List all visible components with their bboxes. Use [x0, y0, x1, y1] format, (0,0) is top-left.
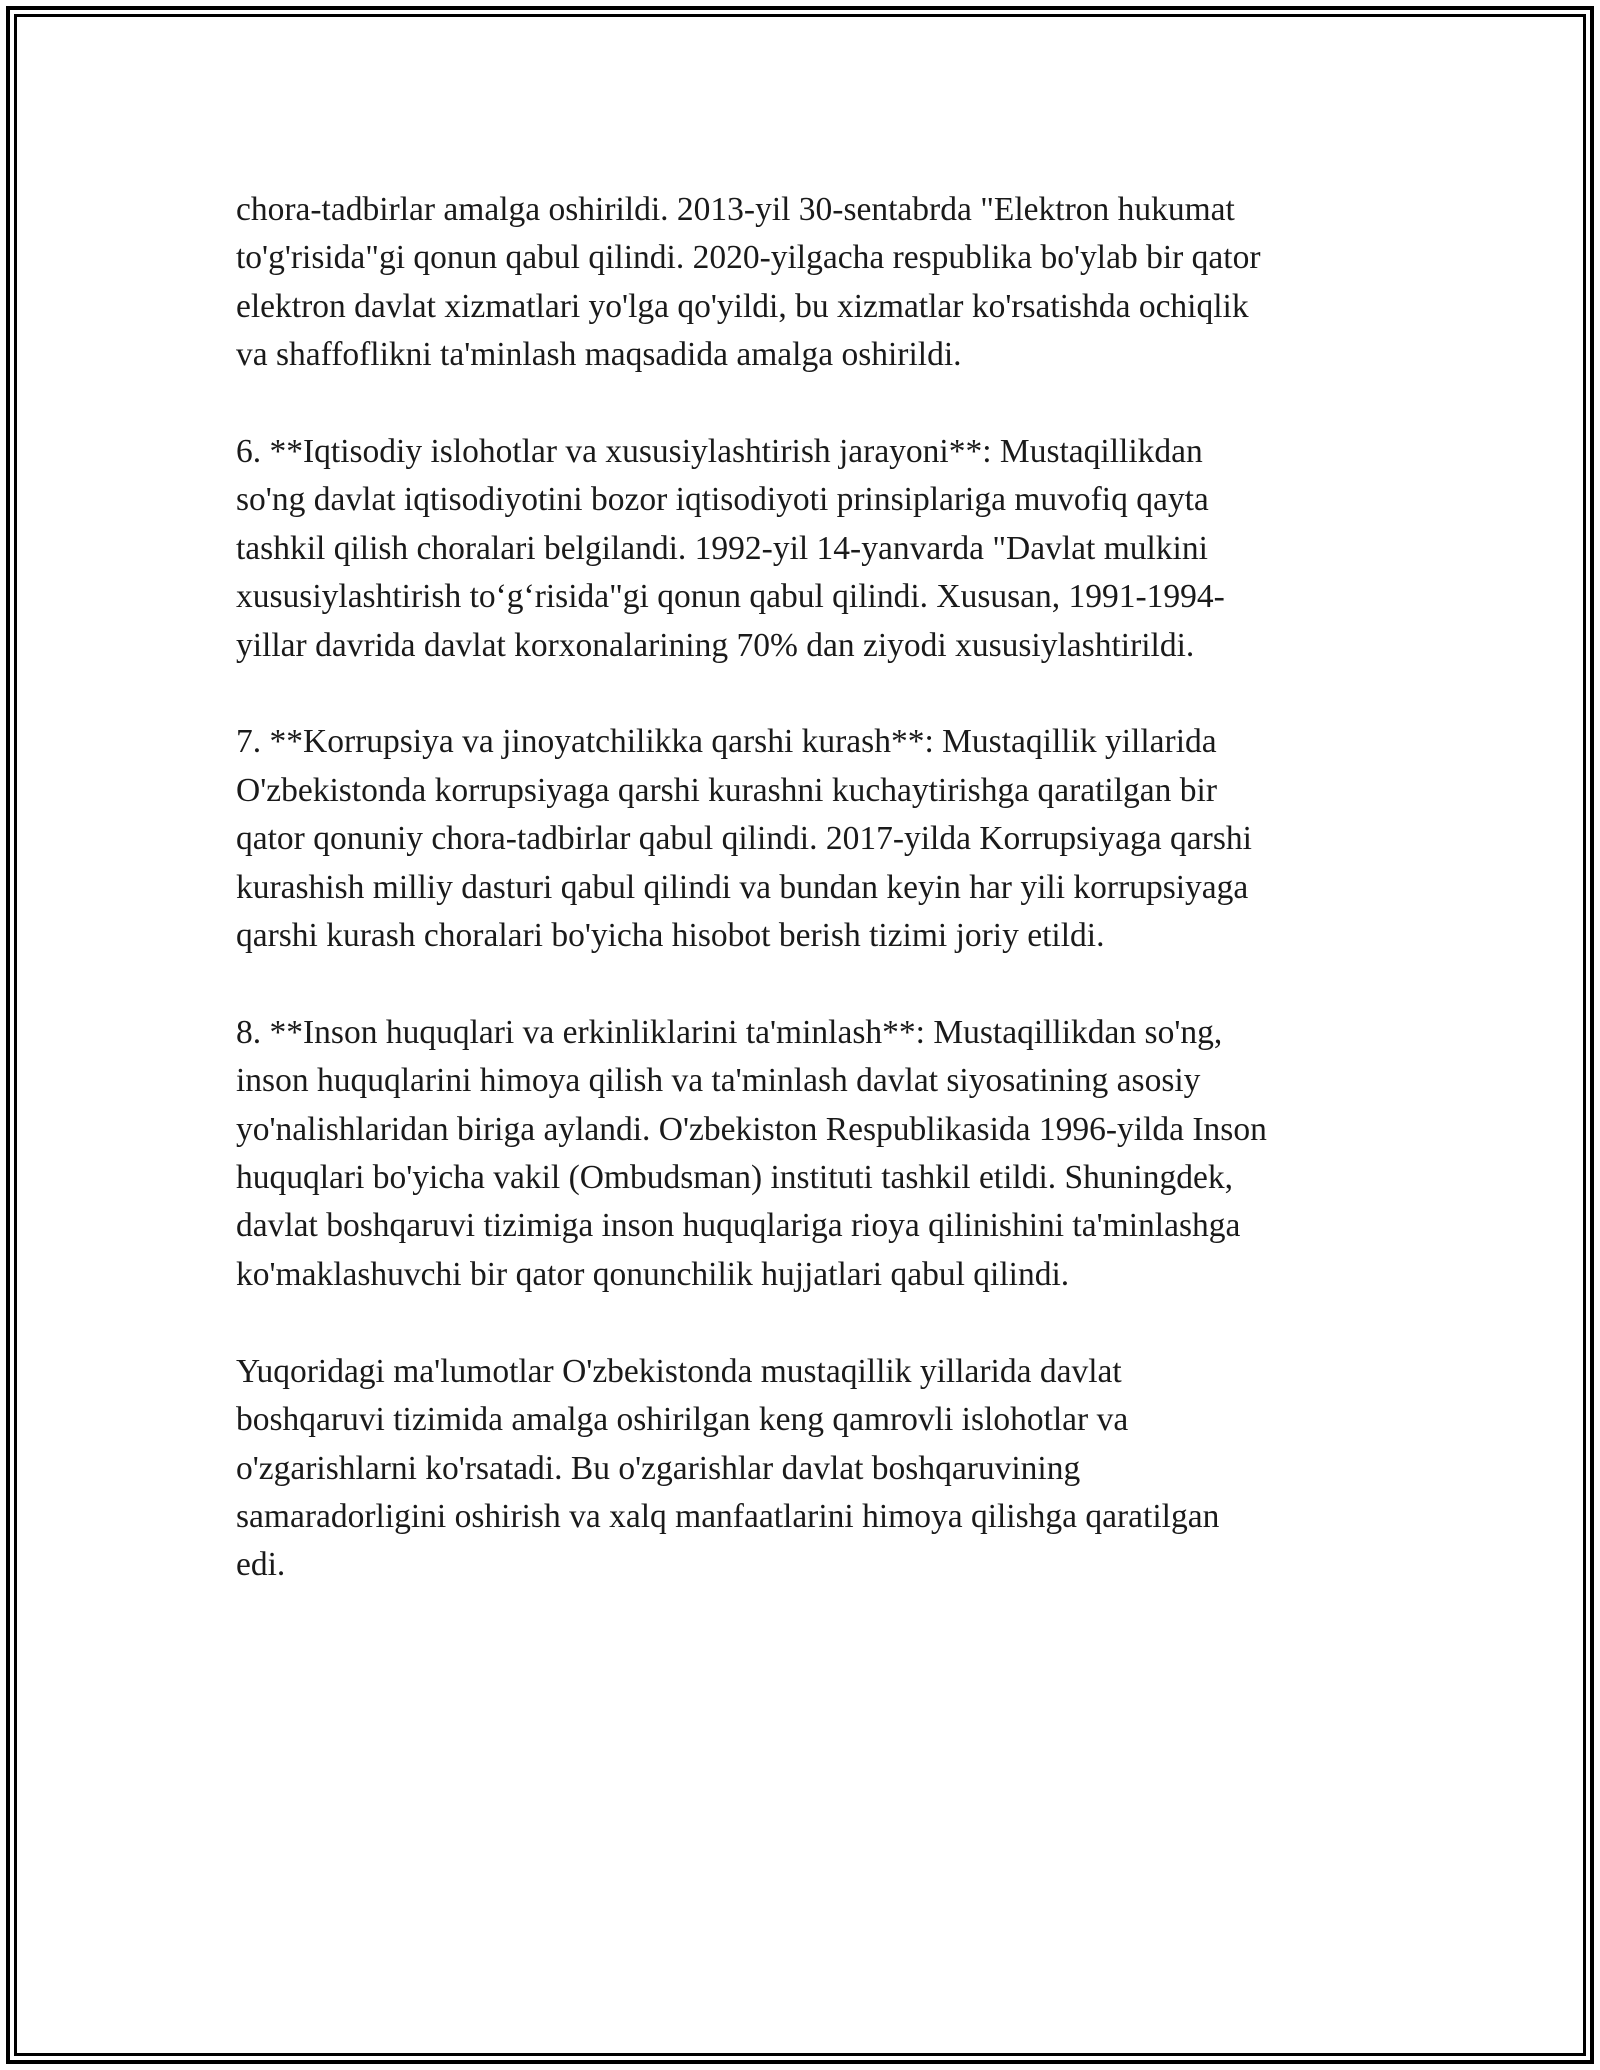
document-body — [236, 186, 1386, 1590]
paragraph-economic-reforms: 6. **Iqtisodiy islohotlar va xususiylashtirish jarayoni**: Mustaqillikdan so'ng davlat iqtisodiyotini bozor iqtisodiyoti prinsiplariga muvofiq qayta tashkil qilish choralari belgilandi. 1992-yil 14-yanvarda "Davlat mulkini xususiylashtirish to‘g‘risida"gi qonun qabul qilindi. Xususan, 1991-1994- yillar davrida davlat korxonalarining 70% dan ziyodi xususiylashtirildi. — [236, 433, 1225, 664]
paragraph-human-rights: 8. **Inson huquqlari va erkinliklarini ta'minlash**: Mustaqillikdan so'ng, inson huquqlarini himoya qilish va ta'minlash davlat siyosatining asosiy yo'nalishlaridan biriga aylandi. O'zbekiston Respublikasida 1996-yilda Inson huquqlari bo'yicha vakil (Ombudsman) instituti tashkil etildi. Shuningdek, davlat boshqaruvi tizimiga inson huquqlariga rioya qilinishini ta'minlashga ko'maklashuvchi bir qator qonunchilik hujjatlari qabul qilindi. — [236, 1013, 1267, 1293]
paragraph-egovernment-continuation: chora-tadbirlar amalga oshirildi. 2013-yil 30-sentabrda "Elektron hukumat to'g'risida"gi qonun qabul qilindi. 2020-yilgacha respublika bo'ylab bir qator elektron davlat xizmatlari yo'lga qo'yildi, bu xizmatlar ko'rsatishda ochiqlik va shaffoflikni ta'minlash maqsadida amalga oshirildi. — [236, 191, 1261, 374]
paragraph-anti-corruption: 7. **Korrupsiya va jinoyatchilikka qarshi kurash**: Mustaqillik yillarida O'zbekistonda korrupsiyaga qarshi kurashni kuchaytirishga qaratilgan bir qator qonuniy chora-tadbirlar qabul qilindi. 2017-yilda Korrupsiyaga qarshi kurashish milliy dasturi qabul qilindi va bundan keyin har yili korrupsiyaga qarshi kurash choralari bo'yicha hisobot berish tizimi joriy etildi. — [236, 723, 1252, 955]
paragraph-conclusion: Yuqoridagi ma'lumotlar O'zbekistonda mustaqillik yillarida davlat boshqaruvi tizimida amalga oshirilgan keng qamrovli islohotlar va o'zgarishlarni ko'rsatadi. Bu o'zgarishlar davlat boshqaruvining samaradorligini oshirish va xalq manfaatlarini himoya qilishga qaratilgan edi. — [236, 1352, 1220, 1584]
